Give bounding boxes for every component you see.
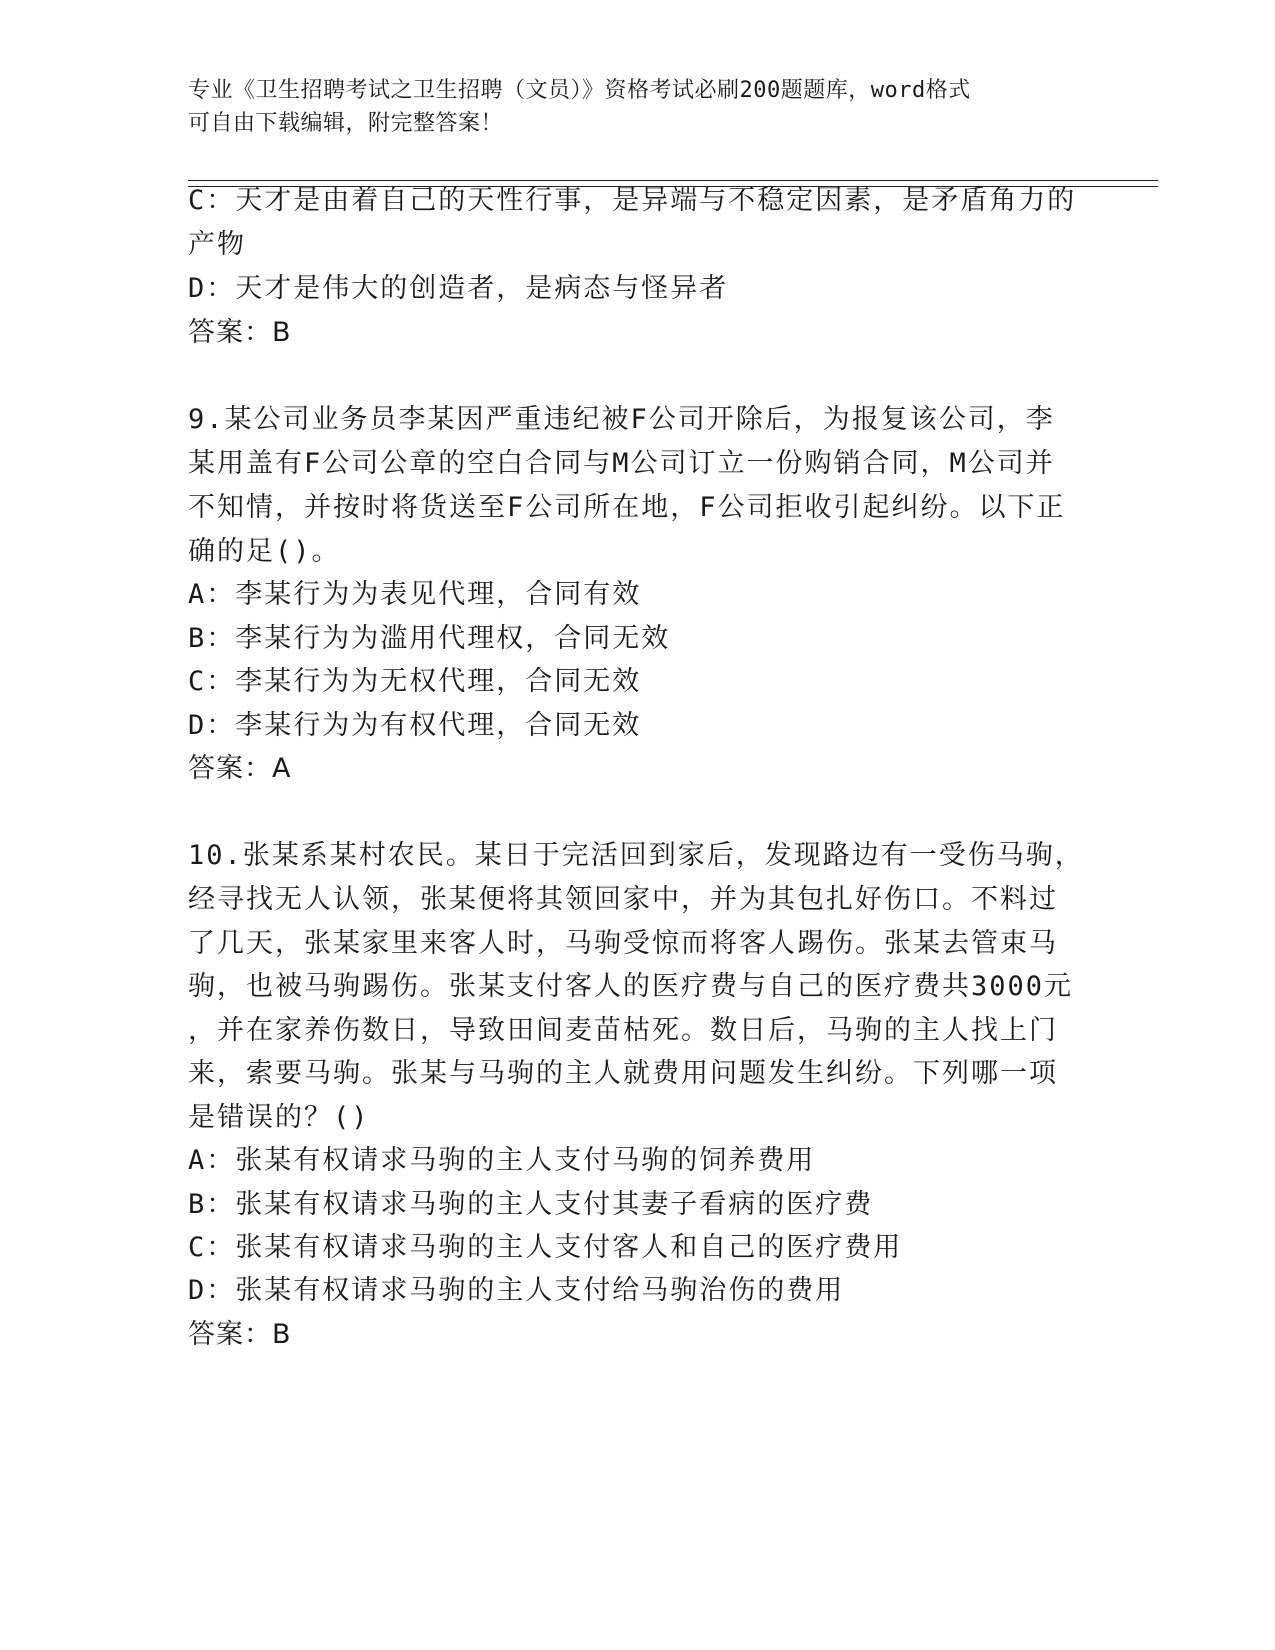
question-stem-line-7: 是错误的？(): [188, 1102, 370, 1133]
answer: 答案：B: [188, 1319, 292, 1350]
question-stem-line-6: 来，索要马驹。张某与马驹的主人就费用问题发生纠纷。下列哪一项: [188, 1058, 1058, 1089]
option-d: D：李某行为为有权代理，合同无效: [188, 710, 642, 741]
question-stem-line-4: 驹，也被马驹踢伤。张某支付客人的医疗费与自己的医疗费共3000元: [188, 971, 1074, 1002]
header-title-line-2: 可自由下载编辑，附完整答案！: [188, 111, 504, 136]
header-divider-top: [188, 180, 1158, 181]
question-stem-line-4: 确的足()。: [188, 536, 341, 567]
option-b: B：李某行为为滥用代理权，合同无效: [188, 623, 671, 654]
option-a: A：李某行为为表见代理，合同有效: [188, 579, 642, 610]
answer: 答案：A: [188, 753, 292, 784]
question-stem-line-1: 9.某公司业务员李某因严重违纪被F公司开除后，为报复该公司，李: [188, 404, 1055, 435]
question-stem-line-2: 某用盖有F公司公章的空白合同与M公司订立一份购销合同，M公司并: [188, 448, 1055, 479]
question-stem-line-1: 10.张某系某村农民。某日于完活回到家后，发现路边有一受伤马驹，: [188, 840, 1084, 871]
option-d: D：天才是伟大的创造者，是病态与怪异者: [188, 273, 729, 304]
option-c: C：李某行为为无权代理，合同无效: [188, 666, 642, 697]
option-b: B：张某有权请求马驹的主人支付其妻子看病的医疗费: [188, 1189, 874, 1220]
answer: 答案：B: [188, 317, 292, 348]
option-a: A：张某有权请求马驹的主人支付马驹的饲养费用: [188, 1145, 816, 1176]
question-stem-line-3: 不知情，并按时将货送至F公司所在地，F公司拒收引起纠纷。以下正: [188, 492, 1066, 523]
question-stem-line-5: ，并在家养伤数日，导致田间麦苗枯死。数日后，马驹的主人找上门: [188, 1015, 1058, 1046]
header-title-line-1: 专业《卫生招聘考试之卫生招聘（文员）》资格考试必刷200题题库，word格式: [188, 78, 971, 103]
question-stem-line-3: 了几天，张某家里来客人时，马驹受惊而将客人踢伤。张某去管束马: [188, 928, 1058, 959]
option-c-line-1: C：天才是由着自己的天性行事，是异端与不稳定因素，是矛盾角力的: [188, 185, 1077, 216]
option-c: C：张某有权请求马驹的主人支付客人和自己的医疗费用: [188, 1232, 903, 1263]
option-c-line-2: 产物: [188, 229, 246, 260]
page-header: [188, 74, 1088, 140]
option-d: D：张某有权请求马驹的主人支付给马驹治伤的费用: [188, 1275, 845, 1306]
question-stem-line-2: 经寻找无人认领，张某便将其领回家中，并为其包扎好伤口。不料过: [188, 884, 1058, 915]
